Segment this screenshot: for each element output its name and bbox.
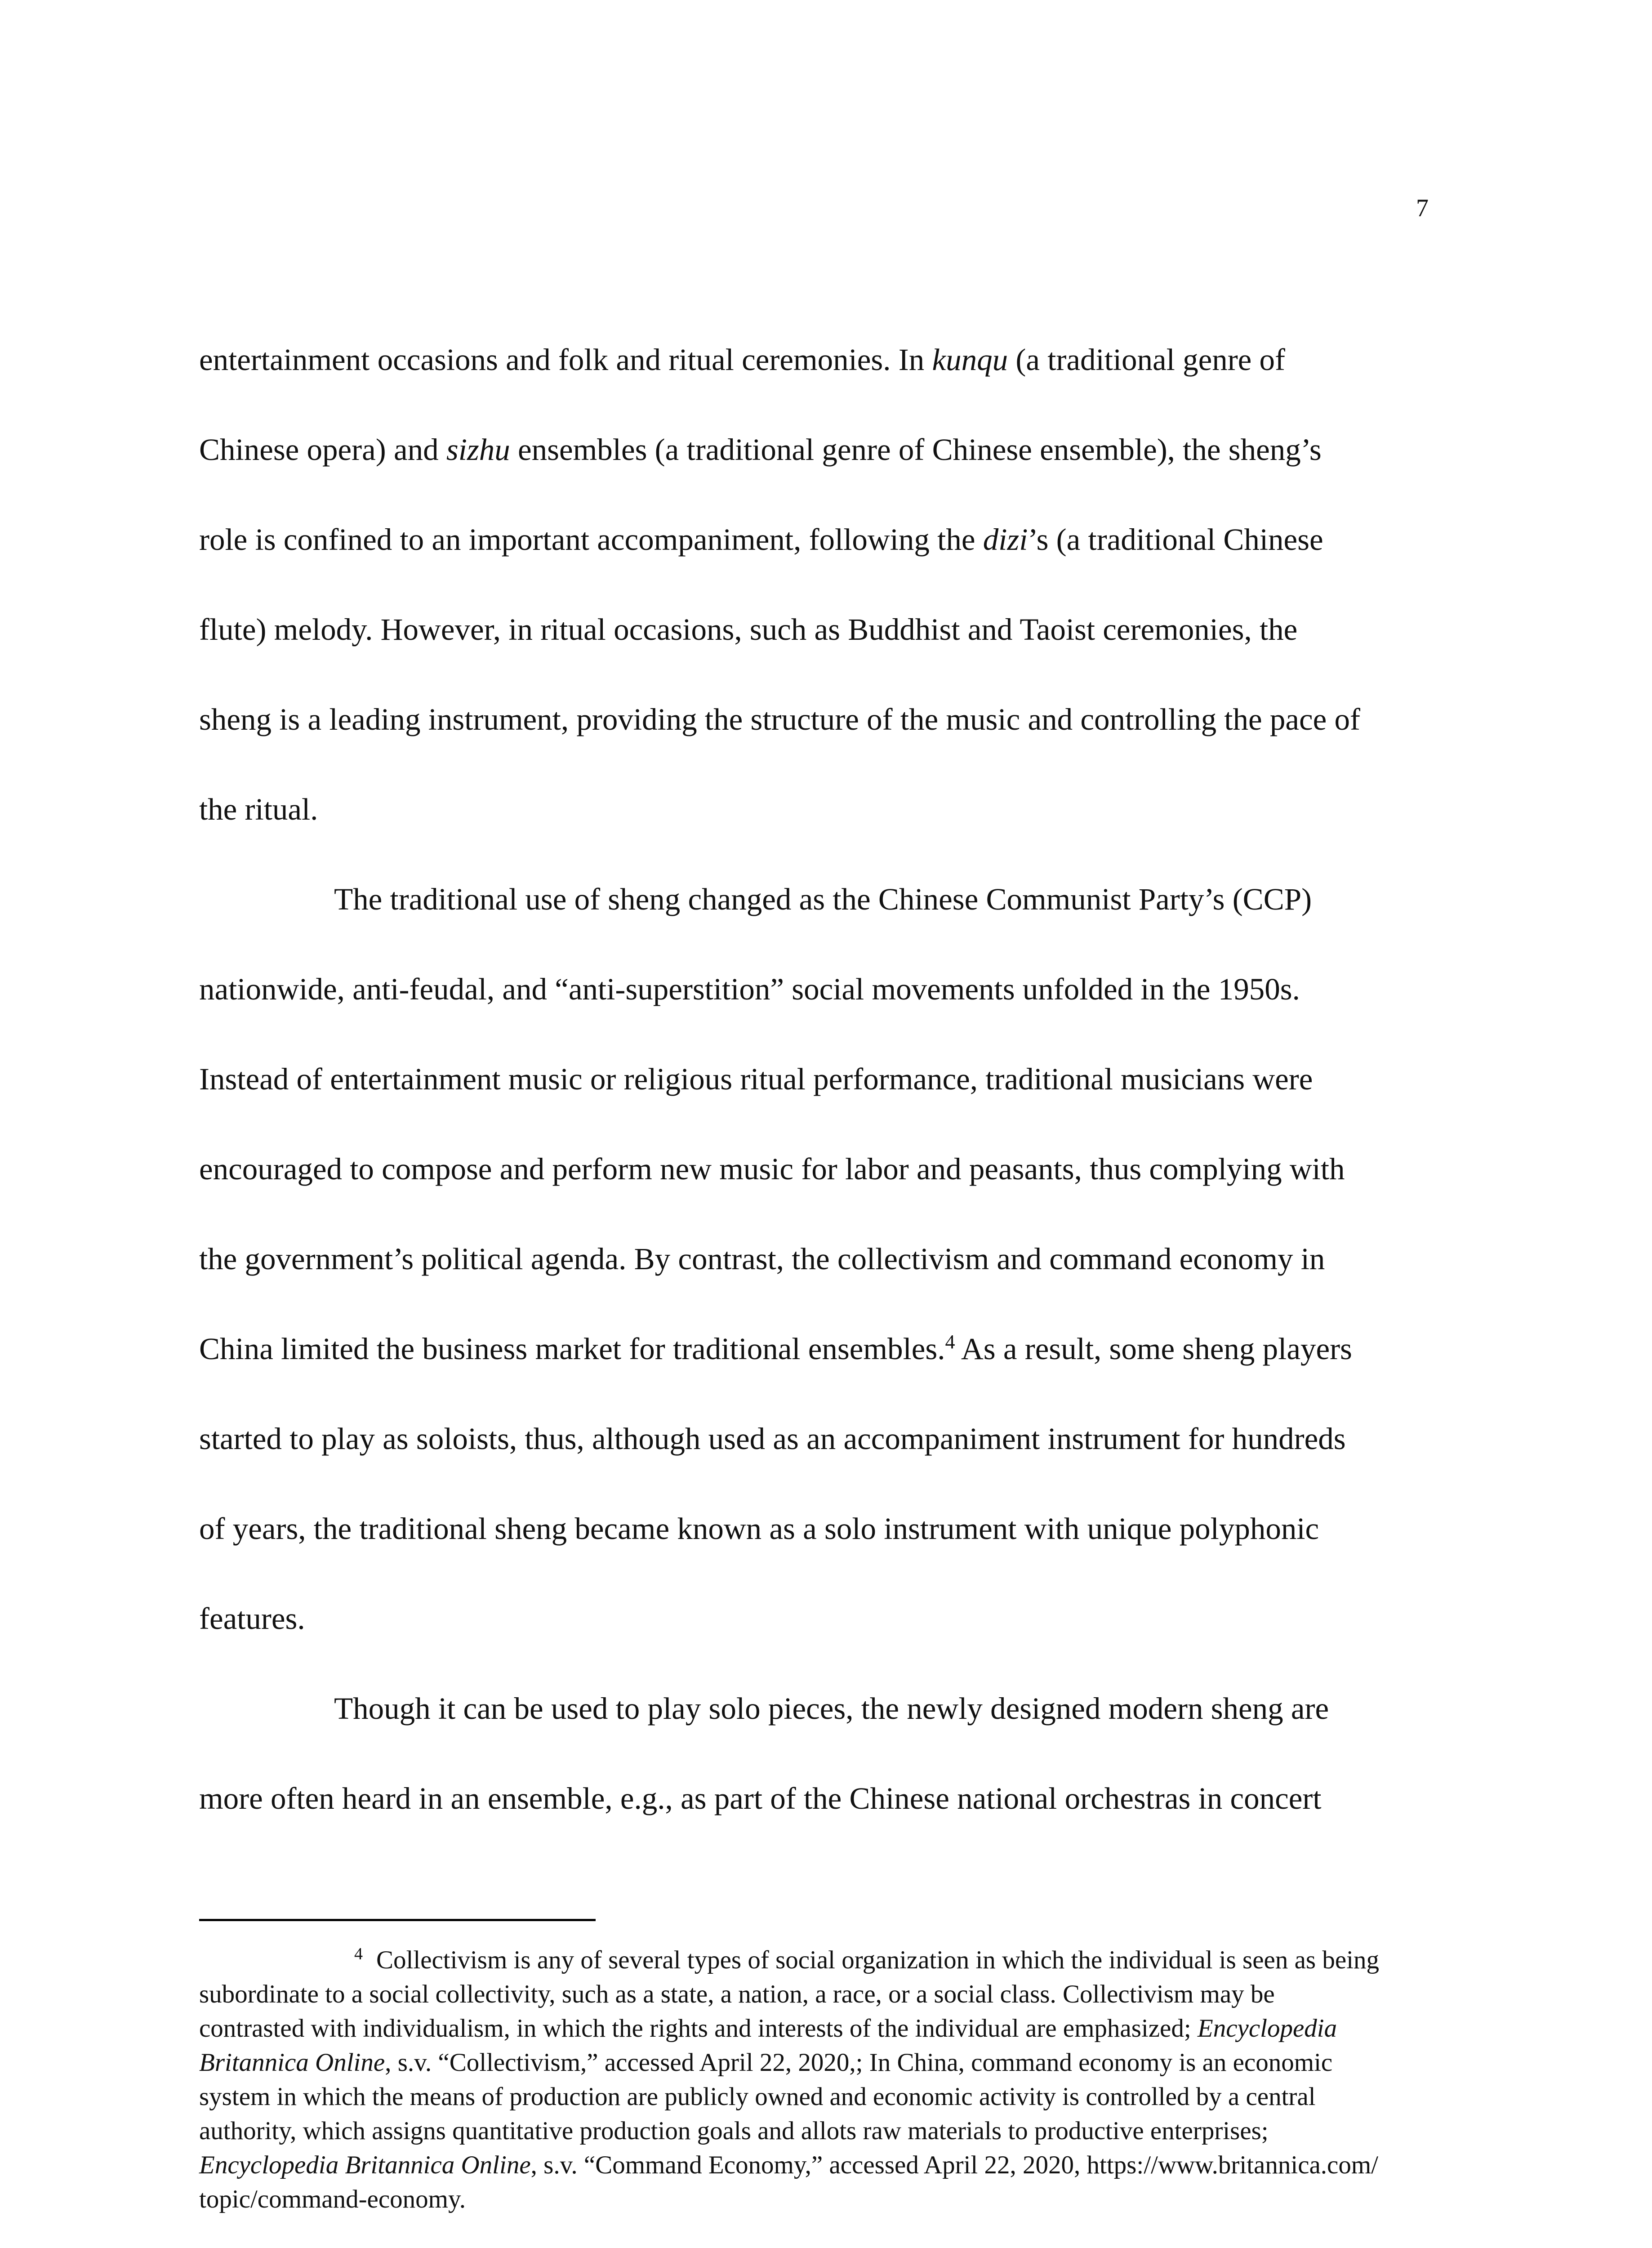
body-line <box>199 315 1444 405</box>
text-run: , s.v. “Command Economy,” accessed April 22, 2020, https://www.britannica.com/ <box>530 2151 1379 2179</box>
italic-term: dizi <box>983 522 1028 557</box>
text-run: Collectivism is any of several types of social organization in which the individual is seen as being <box>376 1946 1379 1974</box>
text-run: (a traditional genre of <box>1008 343 1286 377</box>
text-run: entertainment occasions and folk and ritual ceremonies. In <box>199 343 932 377</box>
footnote-line <box>199 2046 1444 2080</box>
text-run: ’s (a traditional Chinese <box>1028 522 1323 557</box>
body-line <box>199 405 1444 495</box>
body-line <box>199 1304 1444 1394</box>
body-line: the ritual. <box>199 792 318 826</box>
body-text <box>199 315 1444 1843</box>
body-line: Instead of entertainment music or religious ritual performance, traditional musicians were <box>199 1062 1313 1096</box>
footnote-line <box>199 2012 1444 2046</box>
body-line: the government’s political agenda. By contrast, the collectivism and command economy in <box>199 1242 1325 1276</box>
footnote-line: topic/command-economy. <box>199 2185 466 2213</box>
body-line: Though it can be used to play solo pieces, the newly designed modern sheng are <box>334 1691 1329 1726</box>
footnote-line <box>199 1943 1444 1977</box>
body-line: sheng is a leading instrument, providing the structure of the music and controlling the pace of <box>199 702 1361 736</box>
body-line: nationwide, anti-feudal, and “anti-superstition” social movements unfolded in the 1950s. <box>199 972 1300 1006</box>
footnote-separator <box>199 1919 596 1921</box>
footnote-line: authority, which assigns quantitative production goals and allots raw materials to productive enterprises; <box>199 2117 1269 2145</box>
body-line: flute) melody. However, in ritual occasions, such as Buddhist and Taoist ceremonies, the <box>199 612 1298 647</box>
footnote <box>199 1943 1444 2217</box>
body-line <box>199 495 1444 584</box>
footnote-marker: 4 <box>354 1945 363 1963</box>
italic-title: Britannica Online <box>199 2048 385 2077</box>
body-line: started to play as soloists, thus, although used as an accompaniment instrument for hundreds <box>199 1422 1346 1456</box>
text-run: Chinese opera) and <box>199 433 446 467</box>
text-run: role is confined to an important accompaniment, following the <box>199 522 983 557</box>
italic-term: sizhu <box>446 433 510 467</box>
body-line: features. <box>199 1601 305 1636</box>
italic-term: kunqu <box>932 343 1008 377</box>
text-run: As a result, some sheng players <box>955 1332 1352 1366</box>
body-line: The traditional use of sheng changed as the Chinese Communist Party’s (CCP) <box>334 882 1312 916</box>
footnote-line: system in which the means of production are publicly owned and economic activity is controlled by a central <box>199 2083 1316 2111</box>
text-run: contrasted with individualism, in which the rights and interests of the individual are emphasized; <box>199 2014 1198 2043</box>
body-line: of years, the traditional sheng became known as a solo instrument with unique polyphonic <box>199 1512 1319 1546</box>
italic-title: Encyclopedia Britannica Online <box>199 2151 531 2179</box>
body-line: encouraged to compose and perform new music for labor and peasants, thus complying with <box>199 1152 1345 1186</box>
text-run: , s.v. “Collectivism,” accessed April 22, 2020,; In China, command economy is an economic <box>385 2048 1333 2077</box>
italic-title: Encyclopedia <box>1197 2014 1337 2043</box>
page-number: 7 <box>1416 194 1429 222</box>
footnote-line: subordinate to a social collectivity, such as a state, a nation, a race, or a social class. Collectivism may be <box>199 1980 1275 2008</box>
text-run: ensembles (a traditional genre of Chinese ensemble), the sheng’s <box>510 433 1322 467</box>
body-line: more often heard in an ensemble, e.g., as part of the Chinese national orchestras in concert <box>199 1781 1322 1815</box>
text-run: China limited the business market for traditional ensembles. <box>199 1332 945 1366</box>
footnote-line <box>199 2148 1444 2182</box>
footnote-reference[interactable]: 4 <box>945 1331 955 1353</box>
